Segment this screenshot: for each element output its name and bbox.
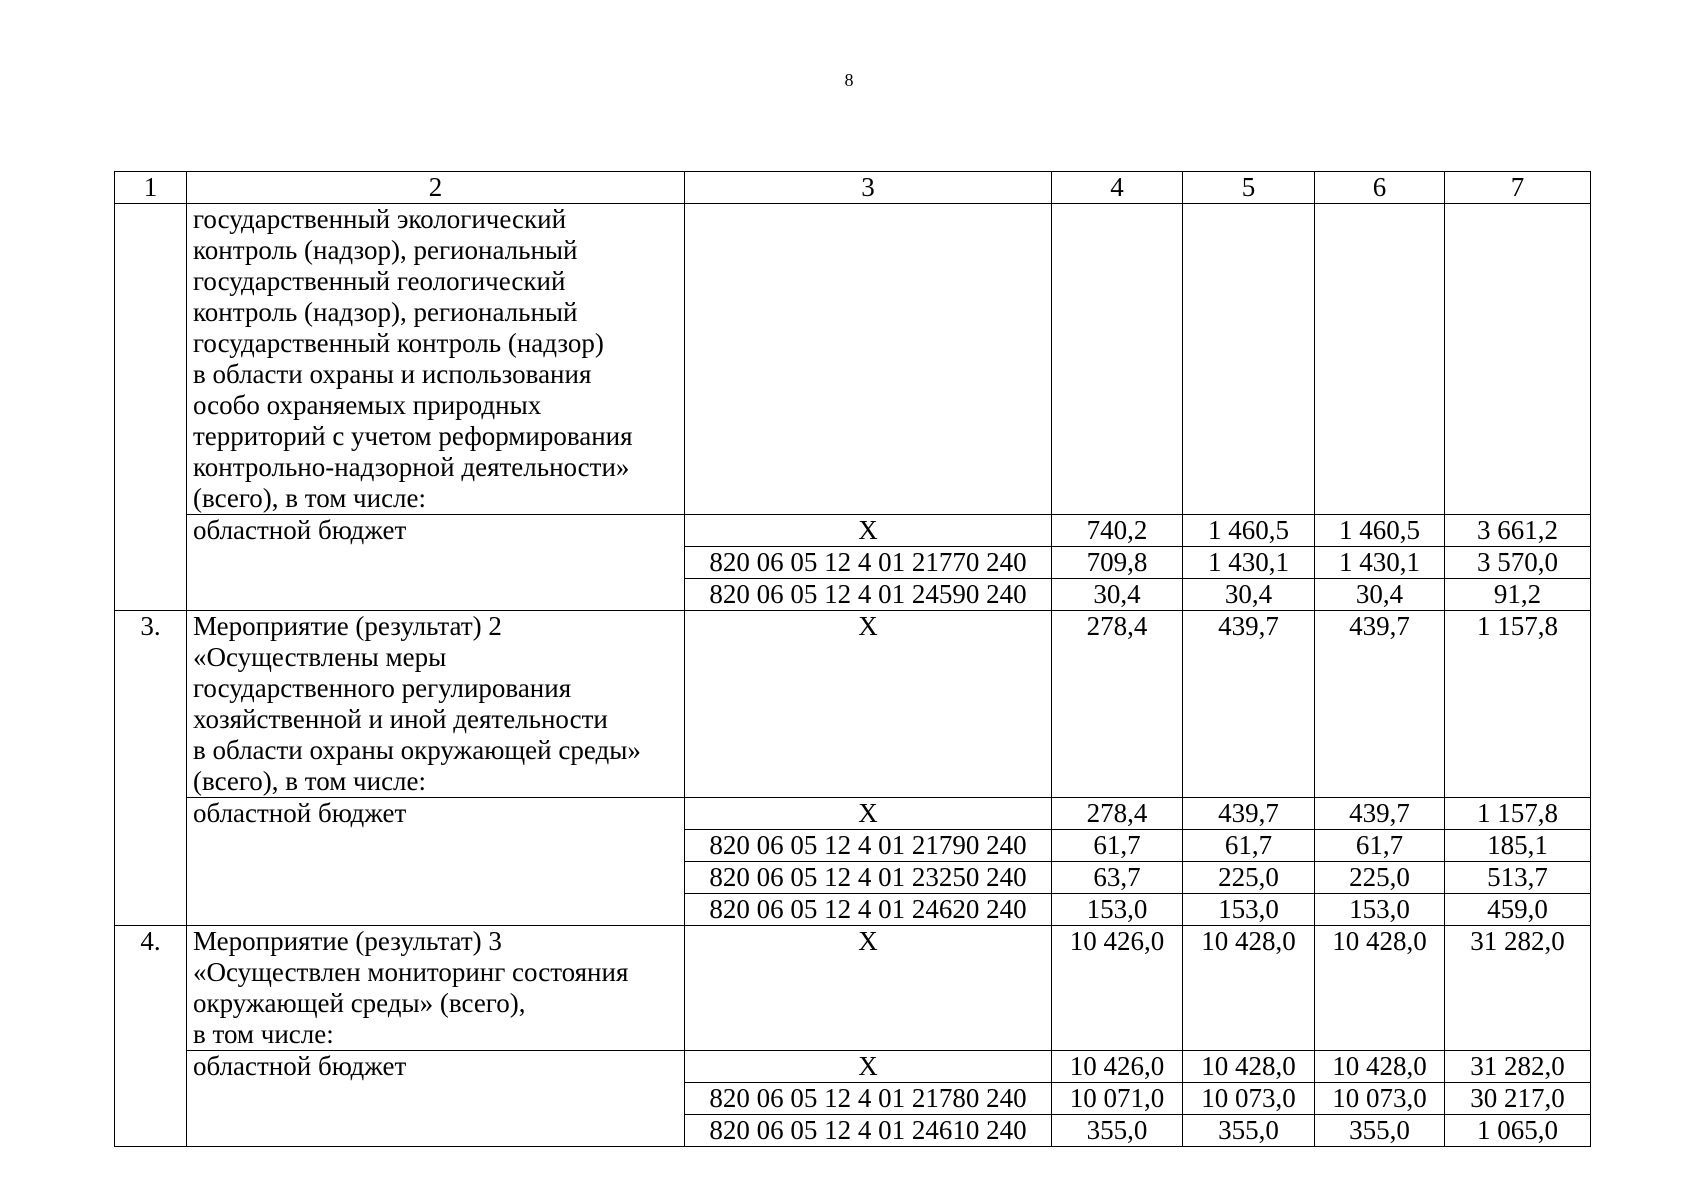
value-cell: 30,4	[1183, 579, 1315, 611]
description-line: (всего), в том числе:	[193, 766, 427, 796]
value-cell: 3 661,2	[1445, 515, 1591, 547]
value-cell: 278,4	[1052, 611, 1183, 798]
value-cell: 10 426,0	[1052, 926, 1183, 1051]
description-cell	[187, 926, 685, 1051]
code-cell	[685, 204, 1052, 515]
description-line: государственного регулирования	[193, 673, 572, 703]
description-line: государственный контроль (надзор)	[193, 328, 604, 358]
table-row	[115, 926, 1591, 1051]
page-number: 8	[844, 70, 854, 90]
description-cell	[187, 204, 685, 515]
description-line: в области охраны окружающей среды»	[193, 735, 641, 765]
value-cell: 225,0	[1183, 862, 1315, 894]
value-cell: 3 570,0	[1445, 547, 1591, 579]
code-cell: Х	[685, 611, 1052, 798]
value-cell: 1 460,5	[1183, 515, 1315, 547]
value-cell: 1 065,0	[1445, 1115, 1591, 1147]
budget-label-cell: областной бюджет	[187, 1051, 685, 1147]
value-cell: 355,0	[1315, 1115, 1445, 1147]
value-cell: 63,7	[1052, 862, 1183, 894]
value-cell: 153,0	[1052, 894, 1183, 926]
value-cell	[1315, 204, 1445, 515]
description-line: хозяйственной и иной деятельности	[193, 704, 608, 734]
description-line: окружающей среды» (всего),	[193, 988, 526, 1018]
description-cell	[187, 611, 685, 798]
table-row	[115, 515, 1591, 547]
code-cell: 820 06 05 12 4 01 24610 240	[685, 1115, 1052, 1147]
value-cell: 31 282,0	[1445, 926, 1591, 1051]
value-cell: 355,0	[1183, 1115, 1315, 1147]
description-line: государственный геологический	[193, 266, 566, 296]
row-number-cell: 4.	[115, 926, 187, 1147]
header-cell: 4	[1052, 172, 1183, 204]
header-cell: 5	[1183, 172, 1315, 204]
description-line: в области охраны и использования	[193, 359, 592, 389]
value-cell: 61,7	[1183, 830, 1315, 862]
description-line: контроль (надзор), региональный	[193, 297, 578, 327]
budget-label-cell: областной бюджет	[187, 515, 685, 611]
value-cell: 61,7	[1315, 830, 1445, 862]
budget-table	[114, 171, 1591, 1147]
row-number-cell: 3.	[115, 611, 187, 926]
value-cell: 153,0	[1183, 894, 1315, 926]
header-cell: 2	[187, 172, 685, 204]
value-cell: 185,1	[1445, 830, 1591, 862]
description-line: «Осуществлены меры	[193, 642, 447, 672]
value-cell: 10 428,0	[1315, 1051, 1445, 1083]
value-cell: 10 426,0	[1052, 1051, 1183, 1083]
value-cell: 1 430,1	[1315, 547, 1445, 579]
code-cell: 820 06 05 12 4 01 21780 240	[685, 1083, 1052, 1115]
value-cell: 278,4	[1052, 798, 1183, 830]
value-cell: 10 073,0	[1183, 1083, 1315, 1115]
table-row	[115, 1051, 1591, 1083]
table-row	[115, 611, 1591, 798]
value-cell: 1 460,5	[1315, 515, 1445, 547]
code-cell: 820 06 05 12 4 01 24620 240	[685, 894, 1052, 926]
code-cell: 820 06 05 12 4 01 24590 240	[685, 579, 1052, 611]
header-cell: 3	[685, 172, 1052, 204]
header-cell: 7	[1445, 172, 1591, 204]
value-cell	[1445, 204, 1591, 515]
value-cell: 31 282,0	[1445, 1051, 1591, 1083]
value-cell: 10 428,0	[1183, 926, 1315, 1051]
value-cell: 439,7	[1315, 611, 1445, 798]
value-cell: 439,7	[1183, 798, 1315, 830]
code-cell: 820 06 05 12 4 01 23250 240	[685, 862, 1052, 894]
value-cell: 740,2	[1052, 515, 1183, 547]
table-row	[115, 798, 1591, 830]
value-cell: 439,7	[1315, 798, 1445, 830]
description-line: территорий с учетом реформирования	[193, 421, 633, 451]
header-cell: 1	[115, 172, 187, 204]
description-line: в том числе:	[193, 1019, 334, 1049]
description-line: контроль (надзор), региональный	[193, 235, 578, 265]
value-cell: 10 073,0	[1315, 1083, 1445, 1115]
description-line: Мероприятие (результат) 2	[193, 611, 502, 641]
value-cell: 225,0	[1315, 862, 1445, 894]
value-cell: 10 428,0	[1315, 926, 1445, 1051]
table-row	[115, 204, 1591, 515]
value-cell: 1 157,8	[1445, 798, 1591, 830]
value-cell: 1 430,1	[1183, 547, 1315, 579]
header-cell: 6	[1315, 172, 1445, 204]
value-cell: 30,4	[1315, 579, 1445, 611]
value-cell: 439,7	[1183, 611, 1315, 798]
description-line: «Осуществлен мониторинг состояния	[193, 957, 629, 987]
budget-label-cell: областной бюджет	[187, 798, 685, 926]
table-header-row	[115, 172, 1591, 204]
description-line: государственный экологический	[193, 204, 567, 234]
code-cell: Х	[685, 515, 1052, 547]
value-cell: 709,8	[1052, 547, 1183, 579]
description-line: Мероприятие (результат) 3	[193, 926, 502, 956]
value-cell: 459,0	[1445, 894, 1591, 926]
value-cell: 61,7	[1052, 830, 1183, 862]
description-line: особо охраняемых природных	[193, 390, 542, 420]
code-cell: Х	[685, 1051, 1052, 1083]
description-line: (всего), в том числе:	[193, 483, 427, 513]
value-cell: 30,4	[1052, 579, 1183, 611]
row-number-cell	[115, 204, 187, 611]
code-cell: 820 06 05 12 4 01 21790 240	[685, 830, 1052, 862]
value-cell: 10 071,0	[1052, 1083, 1183, 1115]
code-cell: Х	[685, 926, 1052, 1051]
value-cell: 1 157,8	[1445, 611, 1591, 798]
value-cell: 91,2	[1445, 579, 1591, 611]
value-cell	[1052, 204, 1183, 515]
description-line: контрольно-надзорной деятельности»	[193, 452, 630, 482]
code-cell: 820 06 05 12 4 01 21770 240	[685, 547, 1052, 579]
value-cell: 153,0	[1315, 894, 1445, 926]
value-cell: 10 428,0	[1183, 1051, 1315, 1083]
value-cell: 355,0	[1052, 1115, 1183, 1147]
value-cell: 30 217,0	[1445, 1083, 1591, 1115]
value-cell	[1183, 204, 1315, 515]
code-cell: Х	[685, 798, 1052, 830]
value-cell: 513,7	[1445, 862, 1591, 894]
